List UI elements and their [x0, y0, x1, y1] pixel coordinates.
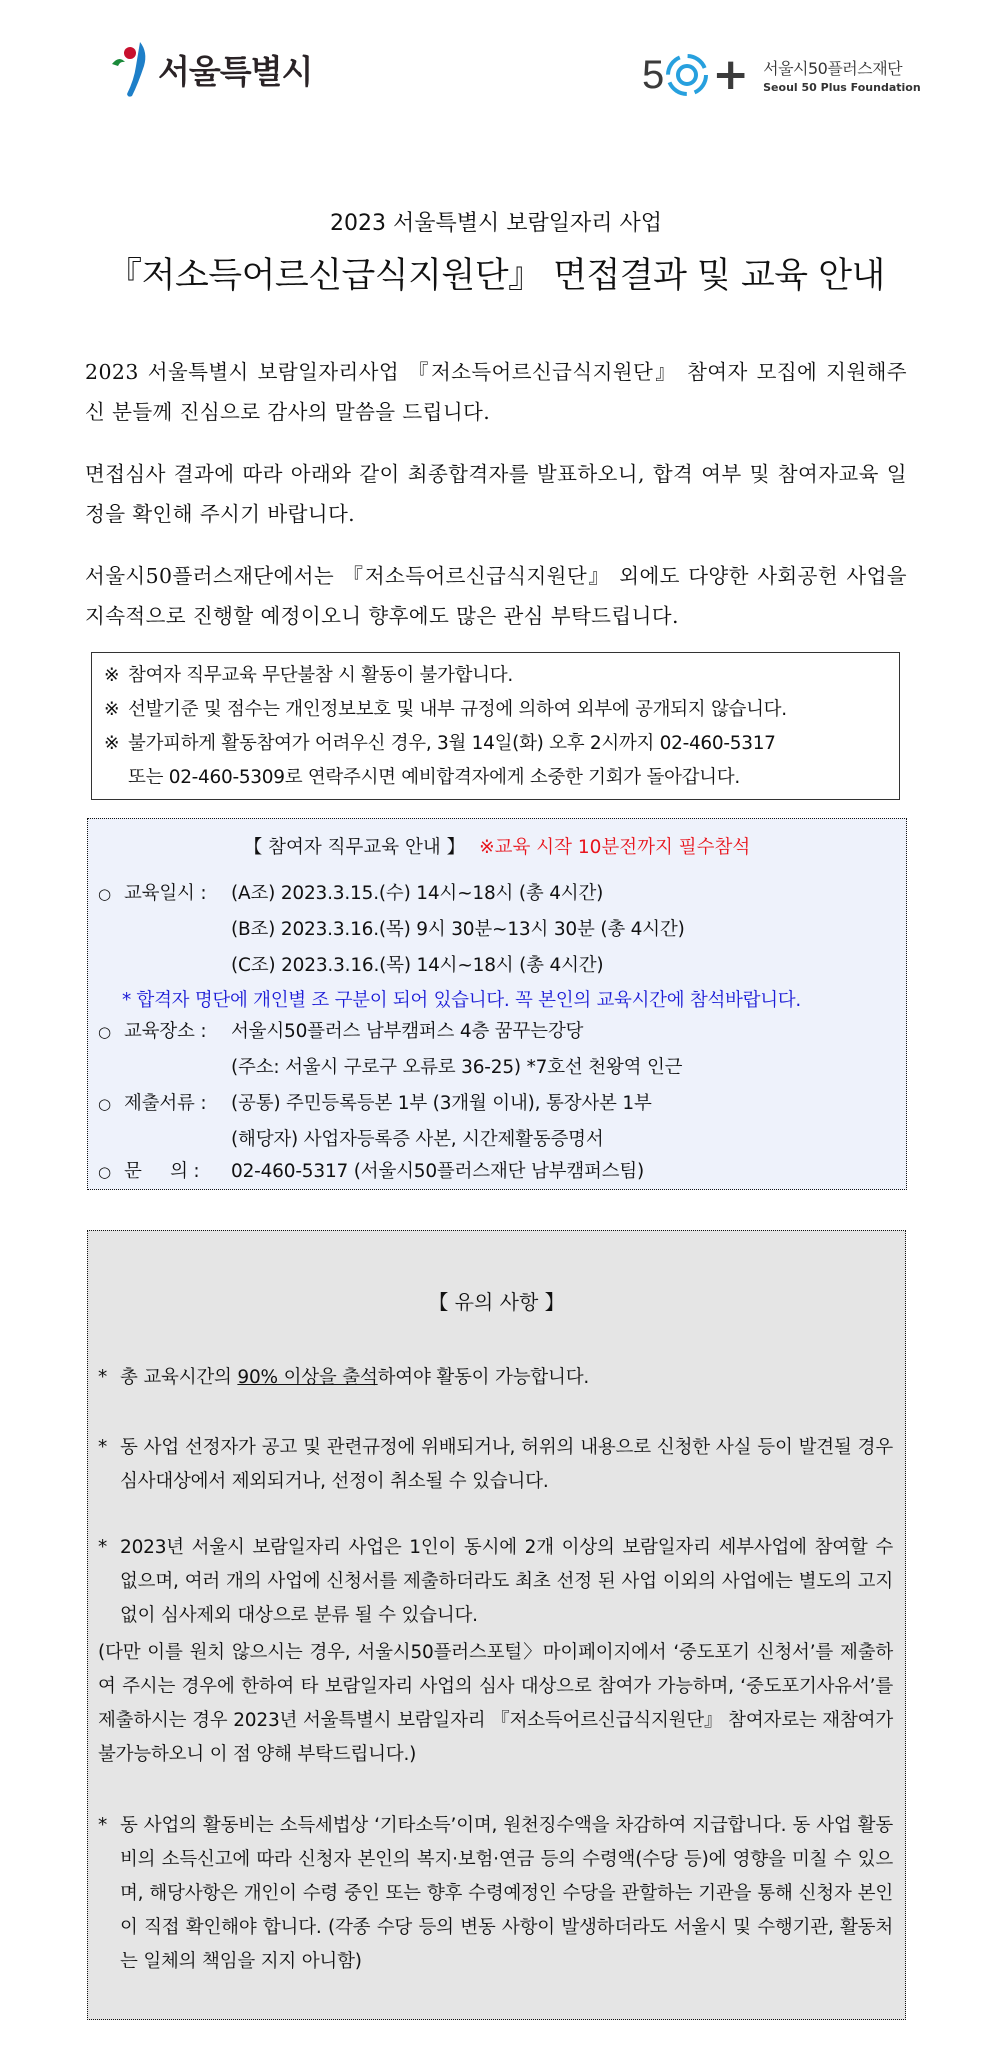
seoul-50-plus-logo — [642, 50, 921, 100]
warning-box — [91, 652, 900, 800]
warning-text: 선발기준 및 점수는 개인정보보호 및 내부 규정에 의하여 외부에 공개되지 않습니다. — [128, 699, 787, 720]
warning-text: 참여자 직무교육 무단불참 시 활동이 불가합니다. — [128, 665, 513, 686]
precaution-item — [98, 1531, 893, 1633]
warning-item — [104, 731, 776, 757]
note-text: 동 사업 선정자가 공고 및 관련규정에 위배되거나, 허위의 내용으로 신청한 사실 등이 발견될 경우 심사대상에서 제외되거나, 선정이 취소될 수 있습니다. — [120, 1437, 893, 1492]
row-label: 문 의 : — [124, 1161, 200, 1182]
seoul-city-logo — [110, 40, 312, 98]
intro-paragraph: 2023 서울특별시 보람일자리사업 『저소득어르신급식지원단』 참여자 모집에 지원해주신 분들께 진심으로 감사의 말씀을 드립니다. — [85, 360, 907, 424]
warning-item — [104, 697, 787, 723]
document-title: 『저소득어르신급식지원단』 면접결과 및 교육 안내 — [107, 256, 885, 296]
row-value: 02-460-5317 (서울시50플러스재단 남부캠퍼스팀) — [231, 1161, 645, 1182]
foundation-name-ko: 서울시50플러스재단 — [763, 59, 903, 78]
row-value: (C조) 2023.3.16.(목) 14시~18시 (총 4시간) — [231, 955, 604, 976]
education-schedule-row — [98, 917, 685, 943]
precaution-item — [98, 1361, 893, 1395]
education-heading — [88, 833, 906, 859]
asterisk-bullet-icon: * — [98, 1367, 108, 1388]
result-paragraph: 면접심사 결과에 따라 아래와 같이 최종합격자를 발표하오니, 합격 여부 및 참여자교육 일정을 확인해 주시기 바랍니다. — [85, 462, 907, 526]
warning-text: 불가피하게 활동참여가 어려우신 경우, 3월 14일(화) 오후 2시까지 02-460-5317 — [128, 733, 776, 754]
precaution-item — [98, 1431, 893, 1499]
warning-item — [104, 663, 513, 689]
precaution-item — [98, 1809, 893, 1979]
asterisk-bullet-icon: * — [98, 1437, 108, 1458]
education-schedule-row — [98, 881, 603, 907]
logo-five: 5 — [642, 53, 665, 97]
row-value: (A조) 2023.3.15.(수) 14시~18시 (총 4시간) — [231, 883, 604, 904]
group-assignment-note: * 합격자 명단에 개인별 조 구분이 되어 있습니다. 꼭 본인의 교육시간에 참석바랍니다. — [122, 990, 801, 1011]
circle-bullet-icon: ○ — [98, 1095, 111, 1113]
logo-plus: + — [712, 49, 750, 100]
note-text: 하여야 활동이 가능합니다. — [377, 1367, 590, 1388]
document-subtitle: 2023 서울특별시 보람일자리 사업 — [330, 211, 662, 236]
seoul-city-name: 서울특별시 — [158, 51, 313, 91]
circle-bullet-icon: ○ — [98, 1023, 111, 1041]
note-text: 동 사업의 활동비는 소득세법상 ‘기타소득’이며, 원천징수액을 차감하여 지급합니다. 동 사업 활동비의 소득신고에 따라 신청자 본인의 복지·보험·연금 등의 수령액(수당 등)에 영향을 미칠 수 있으며, 해당사항은 개인이 수령 중인 또는 향후 수령예정인 수당을 관할하는 기관을 통해 신청자 본인이 직접 확인해야 합니다. (각종 수당 등의 변동 사항이 발생하더라도 서울시 및 수행기관, 활동처는 일체의 책임을 지지 아니함) — [120, 1815, 893, 1972]
row-value: (B조) 2023.3.16.(목) 9시 30분~13시 30분 (총 4시간) — [231, 919, 685, 940]
education-location-row — [98, 1019, 583, 1045]
row-value: (공통) 주민등록등본 1부 (3개월 이내), 통장사본 1부 — [231, 1093, 652, 1114]
foundation-name-en: Seoul 50 Plus Foundation — [763, 81, 921, 94]
asterisk-bullet-icon: * — [98, 1815, 108, 1836]
documents-row — [98, 1091, 652, 1117]
reference-mark-icon: ※ — [104, 665, 120, 686]
seoul-symbol-icon — [110, 40, 154, 98]
row-value: 서울시50플러스 남부캠퍼스 4층 꿈꾸는강당 — [231, 1021, 584, 1042]
warning-continuation: 또는 02-460-5309로 연락주시면 예비합격자에게 소중한 기회가 돌아갑니다. — [128, 767, 740, 788]
attendance-alert: ※교육 시작 10분전까지 필수참석 — [479, 837, 751, 858]
asterisk-bullet-icon: * — [98, 1537, 108, 1558]
education-address-row — [98, 1055, 682, 1081]
target-ring-icon — [664, 52, 710, 98]
precautions-heading: 【 유의 사항 】 — [428, 1290, 565, 1314]
row-label: 교육일시 : — [124, 883, 207, 904]
closing-paragraph: 서울시50플러스재단에서는 『저소득어르신급식지원단』 외에도 다양한 사회공헌 사업을 지속적으로 진행할 예정이오니 향후에도 많은 관심 부탁드립니다. — [85, 564, 907, 628]
education-heading-text: 【 참여자 직무교육 안내 】 — [243, 837, 466, 858]
row-value: (주소: 서울시 구로구 오류로 36-25) *7호선 천왕역 인근 — [231, 1057, 683, 1078]
seoul-50-plus-icon — [642, 49, 750, 100]
circle-bullet-icon: ○ — [98, 1163, 111, 1181]
inquiry-row — [98, 1159, 644, 1185]
row-label: 교육장소 : — [124, 1021, 207, 1042]
education-info-box — [87, 818, 907, 1190]
reference-mark-icon: ※ — [104, 699, 120, 720]
documents-row — [98, 1127, 604, 1153]
row-label: 제출서류 : — [124, 1093, 207, 1114]
note-text: 총 교육시간의 — [120, 1367, 238, 1388]
precaution-aside: (다만 이를 원치 않으시는 경우, 서울시50플러스포털〉마이페이지에서 ‘중도포기 신청서’를 제출하여 주시는 경우에 한하여 타 보람일자리 사업의 심사 대상으로 참여가 가능하며, ‘중도포기사유서’를 제출하시는 경우 2023년 서울특별시 보람일자리 『저소득어르신급식지원단』 참여자로는 재참여가 불가능하오니 이 점 양해 부탁드립니다.) — [98, 1642, 893, 1765]
circle-bullet-icon: ○ — [98, 885, 111, 903]
row-value: (해당자) 사업자등록증 사본, 시간제활동증명서 — [231, 1129, 604, 1150]
precautions-box — [87, 1230, 906, 2020]
note-text: 2023년 서울시 보람일자리 사업은 1인이 동시에 2개 이상의 보람일자리 세부사업에 참여할 수 없으며, 여러 개의 사업에 신청서를 제출하더라도 최초 선정 된 사업 이외의 사업에는 별도의 고지 없이 심사제외 대상으로 분류 될 수 있습니다. — [120, 1537, 893, 1626]
reference-mark-icon: ※ — [104, 733, 120, 754]
attendance-requirement: 90% 이상을 출석 — [237, 1367, 378, 1388]
education-schedule-row — [98, 953, 603, 979]
